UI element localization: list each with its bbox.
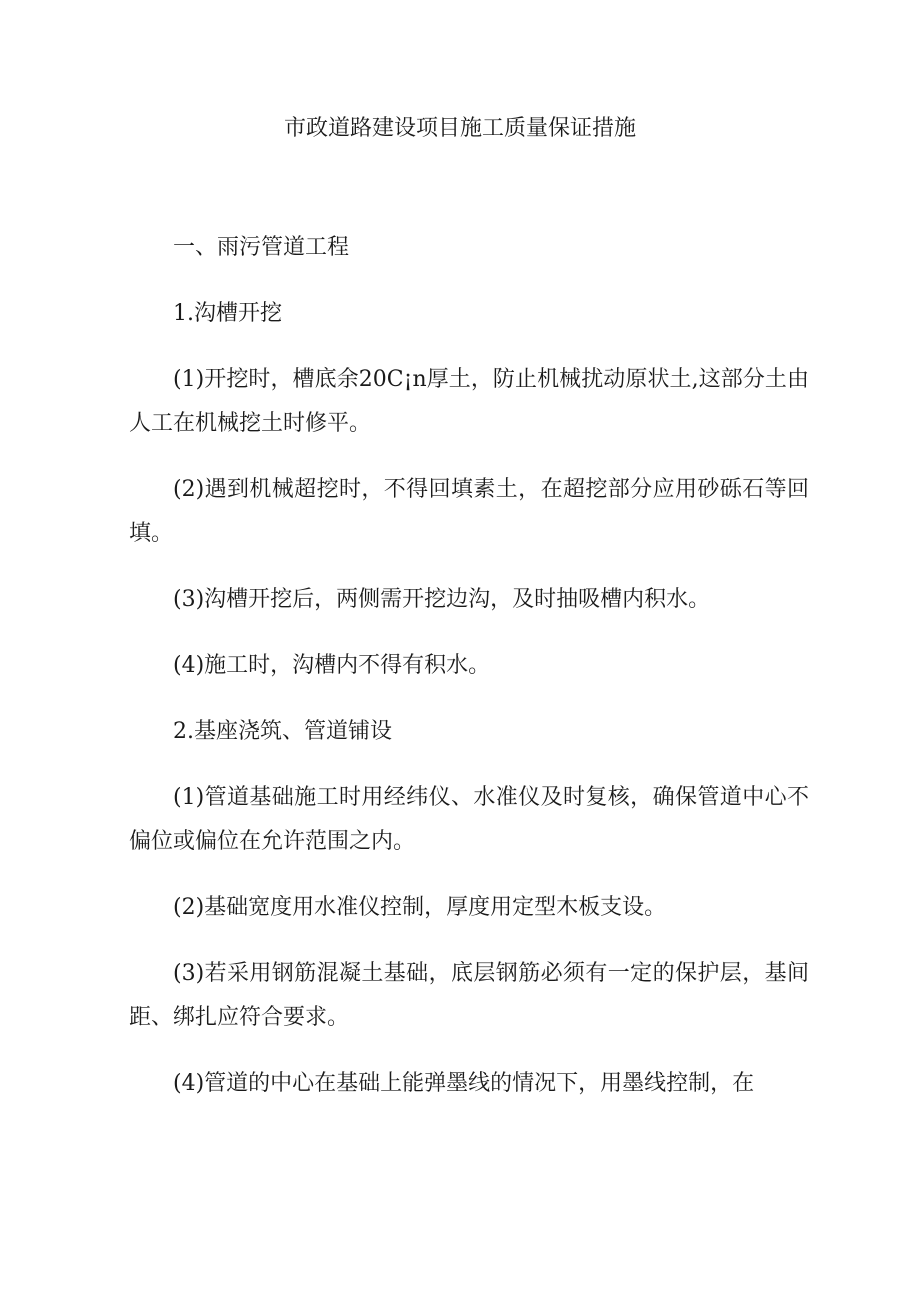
paragraph: (3)若采用钢筋混凝土基础，底层钢筋必须有一定的保护层，基间距、绑扎应符合要求。 (129, 961, 809, 1030)
paragraph: (2)遇到机械超挖时，不得回填素土，在超挖部分应用砂砾石等回填。 (129, 477, 809, 546)
document-body (129, 226, 809, 1128)
subsection-heading: 1.沟槽开挖 (173, 301, 282, 326)
document-title: 市政道路建设项目施工质量保证措施 (283, 116, 636, 141)
paragraph: (3)沟槽开挖后，两侧需开挖边沟，及时抽吸槽内积水。 (173, 587, 711, 612)
paragraph: (2)基础宽度用水准仪控制，厚度用定型木板支设。 (173, 895, 667, 920)
paragraph: (4)施工时，沟槽内不得有积水。 (173, 653, 491, 678)
paragraph: (1)开挖时，槽底余20C¡n厚土，防止机械扰动原状土,这部分土由人工在机械挖土时修平。 (129, 367, 809, 436)
paragraph: (1)管道基础施工时用经纬仪、水准仪及时复核，确保管道中心不偏位或偏位在允许范围之内。 (129, 785, 809, 854)
section-heading: 一、雨污管道工程 (173, 235, 350, 260)
paragraph: (4)管道的中心在基础上能弹墨线的情况下，用墨线控制，在 (173, 1071, 755, 1096)
subsection-heading: 2.基座浇筑、管道铺设 (173, 719, 392, 744)
